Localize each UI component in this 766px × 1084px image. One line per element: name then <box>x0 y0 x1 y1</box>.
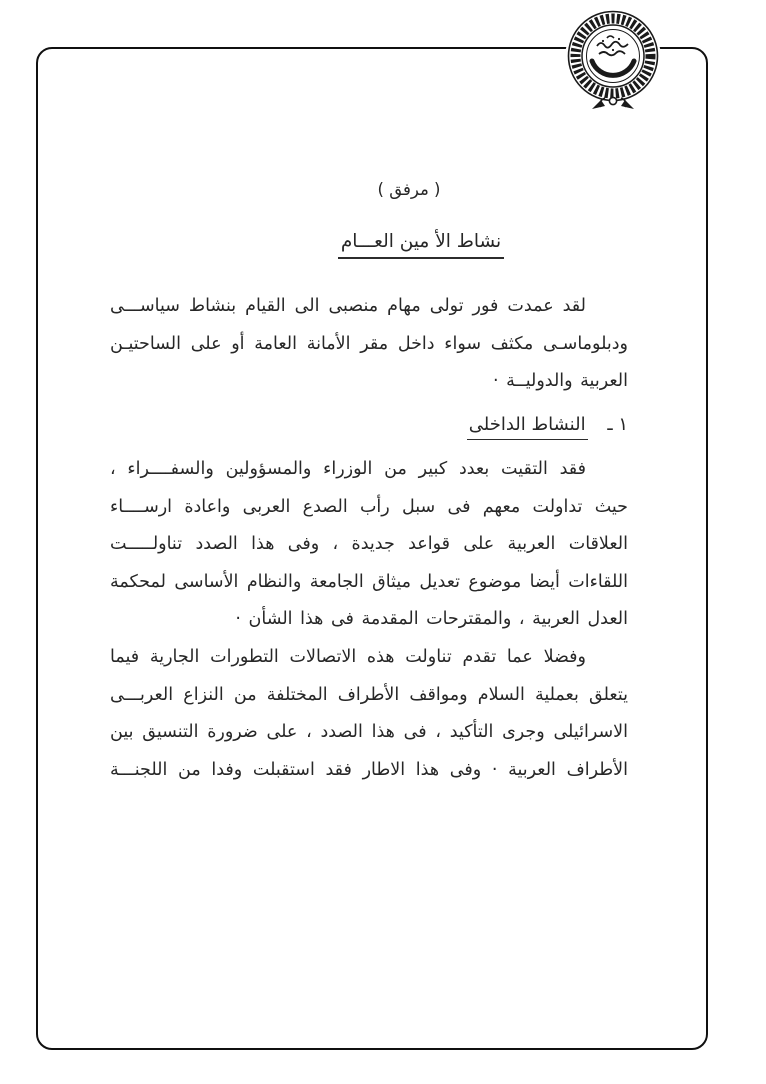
section-heading-text: النشاط الداخلى <box>467 414 588 440</box>
page-title <box>162 231 680 259</box>
paragraph-line: وفضلا عما تقدم تناولت هذه الاتصالات التطورات الجارية فيما <box>110 647 586 667</box>
paragraph-line: فقد التقيت بعدد كبير من الوزراء والمسؤولين والسفــــراء ، <box>110 459 586 479</box>
paragraph-line: العلاقات العربية على قواعد جديدة ، وفى هذا الصدد تناولـــــت <box>110 534 628 554</box>
section-heading-internal-activity <box>110 414 628 440</box>
paragraph-line: العدل العربية ، والمقترحات المقدمة فى هذا الشأن · <box>235 609 628 629</box>
page-title-text: نشاط الأ مين العـــام <box>338 231 504 259</box>
arab-league-emblem-icon <box>562 8 664 112</box>
paragraph-line: الأطراف العربية · وفى هذا الاطار فقد استقبلت وفدا من اللجنـــة <box>110 759 628 780</box>
paragraph-line: ودبلوماسـى مكثف سواء داخل مقر الأمانة العامة أو على الساحتيـن <box>110 333 628 354</box>
attachment-note: ( مرفق ) <box>377 180 441 199</box>
paragraph-line: حيث تداولت معهم فى سبل رأب الصدع العربى واعادة ارســــاء <box>110 496 628 517</box>
paragraph-line: الاسرائيلى وجرى التأكيد ، فى هذا الصدد ، على ضرورة التنسيق بين <box>110 722 628 742</box>
paragraph-line: اللقاءات أيضا موضوع تعديل ميثاق الجامعة والنظام الأساسى لمحكمة <box>110 571 628 592</box>
paragraph-line: يتعلق بعملية السلام ومواقف الأطراف المختلفة من النزاع العربـــى <box>110 684 628 705</box>
paragraph-peace-process <box>110 639 628 789</box>
section-number: ١ ـ <box>607 414 628 435</box>
paragraph-line: العربية والدوليــة · <box>492 371 628 391</box>
paragraph-meetings <box>110 451 628 639</box>
paragraph-intro <box>110 288 628 401</box>
paragraph-line: لقد عمدت فور تولى مهام منصبى الى القيام بنشاط سياســـى <box>110 296 586 316</box>
